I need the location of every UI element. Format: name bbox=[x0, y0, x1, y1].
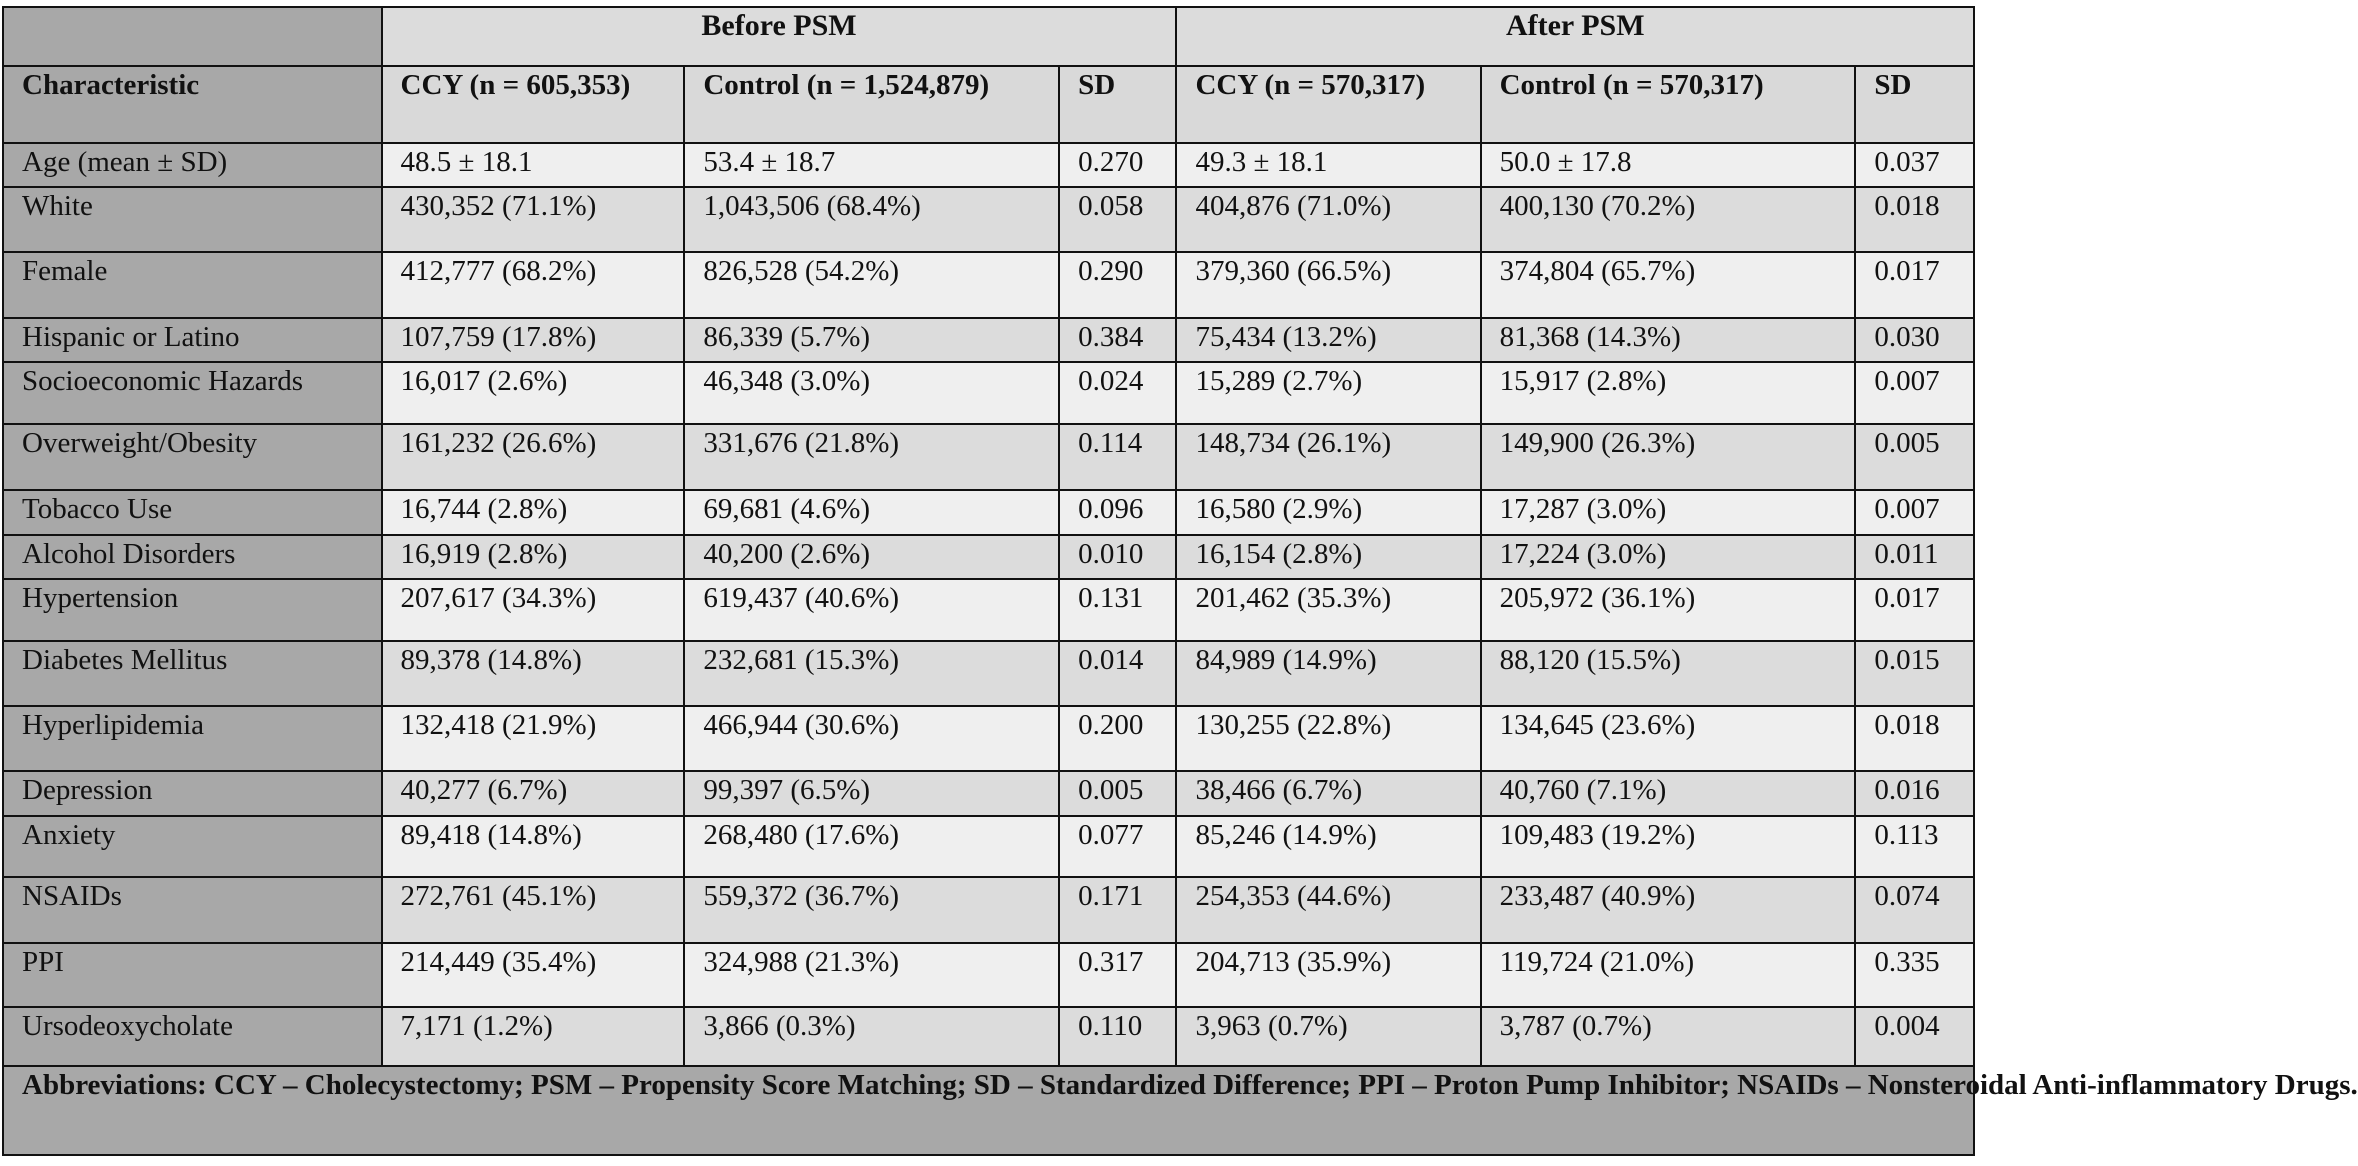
before-sd-cell: 0.077 bbox=[1059, 816, 1176, 878]
before-sd-cell: 0.058 bbox=[1059, 187, 1176, 252]
column-header-row bbox=[3, 66, 1974, 142]
before-sd-cell: 0.114 bbox=[1059, 424, 1176, 491]
characteristic-cell: NSAIDs bbox=[3, 877, 382, 942]
table-row bbox=[3, 187, 1974, 252]
after-sd-cell: 0.016 bbox=[1855, 771, 1974, 815]
after-ccy-cell: 379,360 (66.5%) bbox=[1176, 252, 1480, 317]
before-sd-cell: 0.270 bbox=[1059, 143, 1176, 187]
before-sd-cell: 0.131 bbox=[1059, 579, 1176, 641]
characteristic-cell: Hypertension bbox=[3, 579, 382, 641]
before-ccy-cell: 89,418 (14.8%) bbox=[382, 816, 685, 878]
before-control-cell: 99,397 (6.5%) bbox=[684, 771, 1059, 815]
before-ccy-cell: 40,277 (6.7%) bbox=[382, 771, 685, 815]
characteristic-cell: Overweight/Obesity bbox=[3, 424, 382, 491]
after-sd-cell: 0.011 bbox=[1855, 535, 1974, 579]
table-body bbox=[3, 143, 1974, 1067]
characteristic-cell: Hispanic or Latino bbox=[3, 318, 382, 362]
before-ccy-cell: 207,617 (34.3%) bbox=[382, 579, 685, 641]
characteristic-cell: Age (mean ± SD) bbox=[3, 143, 382, 187]
before-control-cell: 53.4 ± 18.7 bbox=[684, 143, 1059, 187]
after-ccy-cell: 75,434 (13.2%) bbox=[1176, 318, 1480, 362]
before-psm-group-header: Before PSM bbox=[382, 7, 1177, 66]
before-sd-cell: 0.200 bbox=[1059, 706, 1176, 771]
characteristic-cell: Tobacco Use bbox=[3, 490, 382, 534]
characteristic-cell: Socioeconomic Hazards bbox=[3, 362, 382, 424]
after-sd-cell: 0.335 bbox=[1855, 943, 1974, 1007]
before-ccy-cell: 132,418 (21.9%) bbox=[382, 706, 685, 771]
before-ccy-cell: 214,449 (35.4%) bbox=[382, 943, 685, 1007]
characteristic-cell: Anxiety bbox=[3, 816, 382, 878]
after-control-cell: 15,917 (2.8%) bbox=[1481, 362, 1856, 424]
characteristic-cell: Female bbox=[3, 252, 382, 317]
before-control-cell: 232,681 (15.3%) bbox=[684, 641, 1059, 706]
before-control-cell: 826,528 (54.2%) bbox=[684, 252, 1059, 317]
table-row bbox=[3, 706, 1974, 771]
table-row bbox=[3, 641, 1974, 706]
after-ccy-cell: 148,734 (26.1%) bbox=[1176, 424, 1480, 491]
before-control-cell: 69,681 (4.6%) bbox=[684, 490, 1059, 534]
before-sd-cell: 0.014 bbox=[1059, 641, 1176, 706]
after-control-cell: 400,130 (70.2%) bbox=[1481, 187, 1856, 252]
after-sd-cell: 0.017 bbox=[1855, 579, 1974, 641]
after-control-cell: 17,224 (3.0%) bbox=[1481, 535, 1856, 579]
after-sd-cell: 0.037 bbox=[1855, 143, 1974, 187]
after-sd-cell: 0.030 bbox=[1855, 318, 1974, 362]
after-control-cell: 109,483 (19.2%) bbox=[1481, 816, 1856, 878]
after-control-cell: 205,972 (36.1%) bbox=[1481, 579, 1856, 641]
before-control-cell: 86,339 (5.7%) bbox=[684, 318, 1059, 362]
before-sd-cell: 0.384 bbox=[1059, 318, 1176, 362]
after-control-cell: 374,804 (65.7%) bbox=[1481, 252, 1856, 317]
group-header-row bbox=[3, 7, 1974, 66]
after-sd-cell: 0.015 bbox=[1855, 641, 1974, 706]
after-ccy-cell: 16,580 (2.9%) bbox=[1176, 490, 1480, 534]
abbreviations-footnote: Abbreviations: CCY – Cholecystectomy; PSM – Propensity Score Matching; SD – Standardized Difference; PPI – Proton Pump Inhibitor; NSAIDs – Nonsteroidal Anti-inflammatory Drugs. bbox=[3, 1066, 1974, 1155]
table-row bbox=[3, 252, 1974, 317]
before-control-cell: 324,988 (21.3%) bbox=[684, 943, 1059, 1007]
after-ccy-cell: 3,963 (0.7%) bbox=[1176, 1007, 1480, 1066]
table-row bbox=[3, 771, 1974, 815]
after-control-cell: 88,120 (15.5%) bbox=[1481, 641, 1856, 706]
after-control-cell: 119,724 (21.0%) bbox=[1481, 943, 1856, 1007]
characteristic-cell: PPI bbox=[3, 943, 382, 1007]
before-ccy-cell: 89,378 (14.8%) bbox=[382, 641, 685, 706]
before-ccy-cell: 16,017 (2.6%) bbox=[382, 362, 685, 424]
after-control-cell: 17,287 (3.0%) bbox=[1481, 490, 1856, 534]
before-ccy-cell: 16,919 (2.8%) bbox=[382, 535, 685, 579]
before-control-cell: 40,200 (2.6%) bbox=[684, 535, 1059, 579]
before-ccy-cell: 16,744 (2.8%) bbox=[382, 490, 685, 534]
after-sd-cell: 0.018 bbox=[1855, 187, 1974, 252]
after-control-cell: 233,487 (40.9%) bbox=[1481, 877, 1856, 942]
before-ccy-cell: 272,761 (45.1%) bbox=[382, 877, 685, 942]
characteristic-cell: Alcohol Disorders bbox=[3, 535, 382, 579]
after-ccy-cell: 85,246 (14.9%) bbox=[1176, 816, 1480, 878]
before-control-column-header: Control (n = 1,524,879) bbox=[684, 66, 1059, 142]
after-control-cell: 81,368 (14.3%) bbox=[1481, 318, 1856, 362]
characteristic-cell: Diabetes Mellitus bbox=[3, 641, 382, 706]
after-ccy-cell: 49.3 ± 18.1 bbox=[1176, 143, 1480, 187]
before-ccy-cell: 107,759 (17.8%) bbox=[382, 318, 685, 362]
after-sd-cell: 0.004 bbox=[1855, 1007, 1974, 1066]
after-ccy-cell: 15,289 (2.7%) bbox=[1176, 362, 1480, 424]
after-psm-group-header: After PSM bbox=[1176, 7, 1974, 66]
table-row bbox=[3, 816, 1974, 878]
before-ccy-column-header: CCY (n = 605,353) bbox=[382, 66, 685, 142]
table-row bbox=[3, 535, 1974, 579]
after-sd-cell: 0.007 bbox=[1855, 362, 1974, 424]
before-ccy-cell: 7,171 (1.2%) bbox=[382, 1007, 685, 1066]
baseline-characteristics-table bbox=[2, 6, 2358, 1156]
before-sd-cell: 0.010 bbox=[1059, 535, 1176, 579]
after-control-cell: 40,760 (7.1%) bbox=[1481, 771, 1856, 815]
before-control-cell: 331,676 (21.8%) bbox=[684, 424, 1059, 491]
after-control-column-header: Control (n = 570,317) bbox=[1481, 66, 1856, 142]
before-control-cell: 466,944 (30.6%) bbox=[684, 706, 1059, 771]
after-control-cell: 3,787 (0.7%) bbox=[1481, 1007, 1856, 1066]
after-control-cell: 50.0 ± 17.8 bbox=[1481, 143, 1856, 187]
after-sd-cell: 0.005 bbox=[1855, 424, 1974, 491]
table-row bbox=[3, 490, 1974, 534]
after-control-cell: 149,900 (26.3%) bbox=[1481, 424, 1856, 491]
characteristic-column-header: Characteristic bbox=[3, 66, 382, 142]
before-control-cell: 559,372 (36.7%) bbox=[684, 877, 1059, 942]
before-ccy-cell: 48.5 ± 18.1 bbox=[382, 143, 685, 187]
after-ccy-cell: 16,154 (2.8%) bbox=[1176, 535, 1480, 579]
after-sd-cell: 0.017 bbox=[1855, 252, 1974, 317]
after-ccy-cell: 404,876 (71.0%) bbox=[1176, 187, 1480, 252]
after-sd-cell: 0.018 bbox=[1855, 706, 1974, 771]
before-control-cell: 1,043,506 (68.4%) bbox=[684, 187, 1059, 252]
before-control-cell: 3,866 (0.3%) bbox=[684, 1007, 1059, 1066]
before-sd-cell: 0.317 bbox=[1059, 943, 1176, 1007]
table-row bbox=[3, 877, 1974, 942]
characteristic-cell: Depression bbox=[3, 771, 382, 815]
before-control-cell: 46,348 (3.0%) bbox=[684, 362, 1059, 424]
after-ccy-cell: 84,989 (14.9%) bbox=[1176, 641, 1480, 706]
before-sd-cell: 0.290 bbox=[1059, 252, 1176, 317]
before-control-cell: 619,437 (40.6%) bbox=[684, 579, 1059, 641]
table-row bbox=[3, 1007, 1974, 1066]
table-row bbox=[3, 318, 1974, 362]
characteristic-cell: White bbox=[3, 187, 382, 252]
before-control-cell: 268,480 (17.6%) bbox=[684, 816, 1059, 878]
characteristic-cell: Hyperlipidemia bbox=[3, 706, 382, 771]
before-ccy-cell: 161,232 (26.6%) bbox=[382, 424, 685, 491]
after-sd-cell: 0.007 bbox=[1855, 490, 1974, 534]
after-ccy-cell: 254,353 (44.6%) bbox=[1176, 877, 1480, 942]
after-sd-cell: 0.074 bbox=[1855, 877, 1974, 942]
after-sd-column-header: SD bbox=[1855, 66, 1974, 142]
before-sd-column-header: SD bbox=[1059, 66, 1176, 142]
before-sd-cell: 0.005 bbox=[1059, 771, 1176, 815]
table-row bbox=[3, 362, 1974, 424]
before-ccy-cell: 412,777 (68.2%) bbox=[382, 252, 685, 317]
before-ccy-cell: 430,352 (71.1%) bbox=[382, 187, 685, 252]
before-sd-cell: 0.024 bbox=[1059, 362, 1176, 424]
characteristic-cell: Ursodeoxycholate bbox=[3, 1007, 382, 1066]
after-control-cell: 134,645 (23.6%) bbox=[1481, 706, 1856, 771]
after-ccy-cell: 130,255 (22.8%) bbox=[1176, 706, 1480, 771]
table-row bbox=[3, 579, 1974, 641]
before-sd-cell: 0.171 bbox=[1059, 877, 1176, 942]
after-sd-cell: 0.113 bbox=[1855, 816, 1974, 878]
table-row bbox=[3, 943, 1974, 1007]
table-row bbox=[3, 424, 1974, 491]
after-ccy-cell: 38,466 (6.7%) bbox=[1176, 771, 1480, 815]
before-sd-cell: 0.110 bbox=[1059, 1007, 1176, 1066]
group-header-blank-cell bbox=[3, 7, 382, 66]
after-ccy-column-header: CCY (n = 570,317) bbox=[1176, 66, 1480, 142]
after-ccy-cell: 201,462 (35.3%) bbox=[1176, 579, 1480, 641]
after-ccy-cell: 204,713 (35.9%) bbox=[1176, 943, 1480, 1007]
table-row bbox=[3, 143, 1974, 187]
before-sd-cell: 0.096 bbox=[1059, 490, 1176, 534]
footnote-row bbox=[3, 1066, 1974, 1155]
